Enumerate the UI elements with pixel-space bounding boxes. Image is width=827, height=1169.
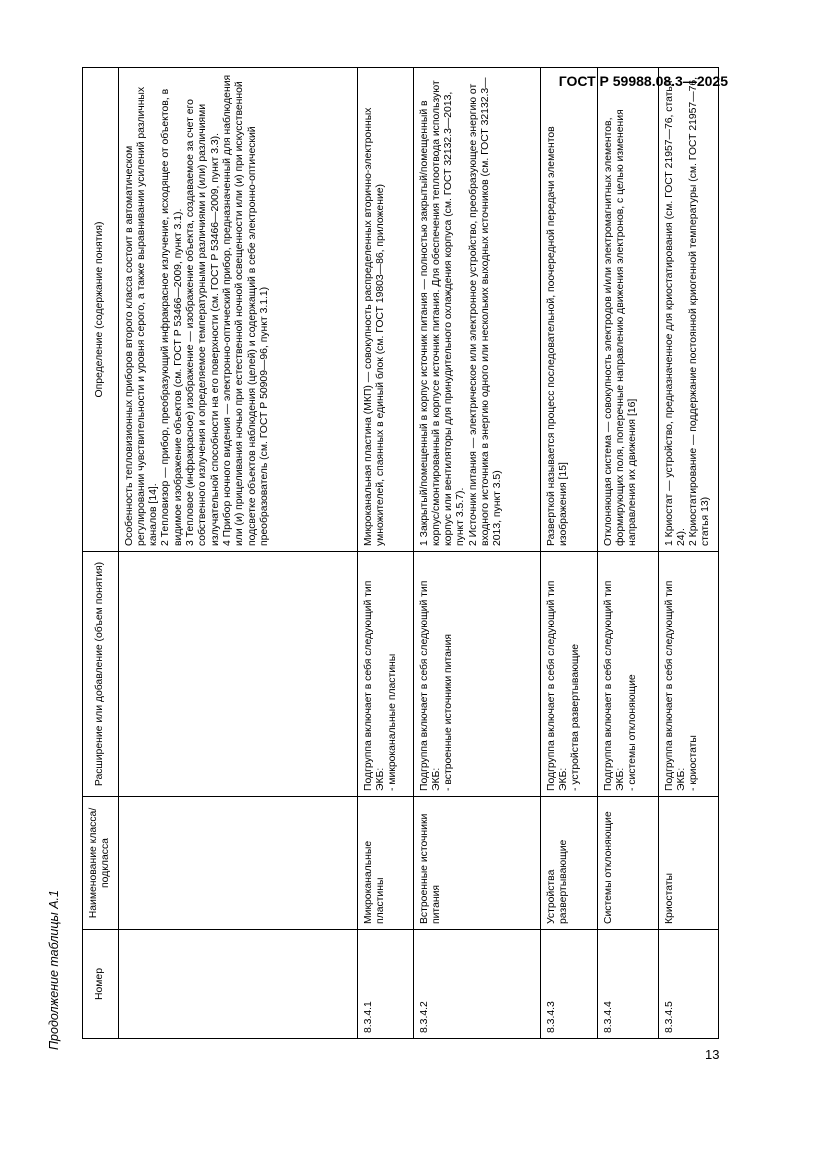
cell-name: Криостаты — [658, 797, 718, 930]
table-caption: Продолжение таблицы А.1 — [47, 890, 61, 1050]
definition-line: 2 Источник питания — электрическое или электронное устройство, преобразующее энергию от входного источника в энергию одного или нескольких выходных источников (см. ГОСТ 32132.3—2013, пункт 3.5) — [467, 77, 504, 546]
cell-extension — [658, 552, 718, 797]
classification-table — [82, 67, 719, 1039]
cell-number — [118, 930, 357, 1039]
cell-name: Встроенные источники питания — [413, 797, 540, 930]
cell-number: 8.3.4.2 — [413, 930, 540, 1039]
cell-extension — [413, 552, 540, 797]
extension-line: Подгруппа включает в себя следующий тип ЭКБ: — [663, 580, 687, 791]
cell-definition — [413, 68, 540, 552]
extension-line: - устройства развертывающие — [570, 643, 582, 791]
page-number: 13 — [705, 1047, 720, 1062]
cell-number: 8.3.4.1 — [357, 930, 413, 1039]
cell-number: 8.3.4.3 — [540, 930, 597, 1039]
definition-line: 1 Закрытый/помещенный в корпус источник питания — полностью закрытый/помещенный в корпус/смонтированный в корпусе источник питания. Для обеспечения теплоотвода используют корпус или вентиляторы для принудительного охлаждения корпуса (см. ГОСТ 32132.3—2013, пункт 3.5.7). — [418, 80, 467, 546]
col-header-name: Наименование класса/подкласса — [83, 797, 119, 930]
cell-number: 8.3.4.5 — [658, 930, 718, 1039]
table-row — [658, 68, 718, 1039]
table-row — [357, 68, 413, 1039]
table-row — [118, 68, 357, 1039]
extension-line: - криостаты — [688, 735, 700, 791]
cell-name: Микроканальные пластины — [357, 797, 413, 930]
extension-line: Подгруппа включает в себя следующий тип ЭКБ: — [362, 580, 386, 791]
definition-line: Отклоняющая система — совокупность электродов и/или электромагнитных элементов, формирующих поля, поперечные направлению движения электронов, с целью изменения направления их движения [16] — [602, 109, 639, 546]
cell-extension — [540, 552, 597, 797]
definition-line: 1 Криостат — устройство, предназначенное для криостатирования (см. ГОСТ 21957—76, статья 24). — [663, 80, 687, 546]
definition-line: 2 Тепловизор — прибор, преобразующий инфракрасное излучение, исходящее от объектов, в видимое изображение объектов (см. ГОСТ Р 53466—2009, пункт 3.1). — [160, 88, 184, 546]
cell-name: Системы отклоняющие — [597, 797, 658, 930]
cell-number: 8.3.4.4 — [597, 930, 658, 1039]
definition-line: Микроканальная пластина (МКП) — совокупность распределенных вторично-электронных умножителей, спаянных в единый блок (см. ГОСТ 19803—86, приложение) — [362, 107, 386, 546]
table-row — [413, 68, 540, 1039]
definition-line: Особенность тепловизионных приборов второго класса состоит в автоматическом регулировании чувствительности и уровня серого, а также выравнивании усилений различных каналов [14]. — [123, 86, 160, 546]
cell-definition — [597, 68, 658, 552]
cell-definition — [540, 68, 597, 552]
cell-definition — [658, 68, 718, 552]
table-row — [540, 68, 597, 1039]
extension-line: Подгруппа включает в себя следующий тип ЭКБ: — [418, 580, 442, 791]
cell-definition — [118, 68, 357, 552]
col-header-definition: Определение (содержание понятия) — [83, 68, 119, 552]
extension-line: - встроенные источники питания — [443, 633, 455, 791]
cell-definition — [357, 68, 413, 552]
definition-line: 2 Криостатирование — поддержание постоянной криогенной температуры (см. ГОСТ 21957—76, статья 13) — [688, 76, 712, 546]
table-header-row — [83, 68, 119, 1039]
extension-line: - микроканальные пластины — [387, 653, 399, 791]
document-code: ГОСТ Р 59988.08.3—2025 — [558, 73, 728, 89]
extension-line: Подгруппа включает в себя следующий тип ЭКБ: — [545, 580, 569, 791]
cell-extension — [597, 552, 658, 797]
col-header-extension: Расширение или добавление (объем понятия) — [83, 552, 119, 797]
definition-line: Разверткой называется процесс последовательной, поочередной передачи элементов изображения [15] — [545, 126, 569, 546]
cell-extension — [357, 552, 413, 797]
col-header-number: Номер — [83, 930, 119, 1039]
table-row — [597, 68, 658, 1039]
extension-line: Подгруппа включает в себя следующий тип ЭКБ: — [602, 580, 626, 791]
extension-line: - системы отклоняющие — [627, 674, 639, 791]
cell-extension — [118, 552, 357, 797]
cell-name — [118, 797, 357, 930]
definition-line: 3 Тепловое (инфракрасное) изображение — изображение объекта, создаваемое за счет его собственного излучения и определяемое температурными различиями и (или) различиями излучательной способности на его поверхности (см. ГОСТ Р 53466—2009, пункт 3.3). — [185, 99, 221, 546]
cell-name: Устройства развертывающие — [540, 797, 597, 930]
definition-line: 4 Прибор ночного видения — электронно-оптический прибор, предназначенный для наблюдения или (и) прицеливания ночью при естественной ночной освещенности или (и) при искусственной подсветке объектов наблюдения (целей) и содержащий в себе электронно-оптический преобразователь (см. ГОСТ Р 50909—96, пункт 3.1.1) — [221, 74, 270, 546]
